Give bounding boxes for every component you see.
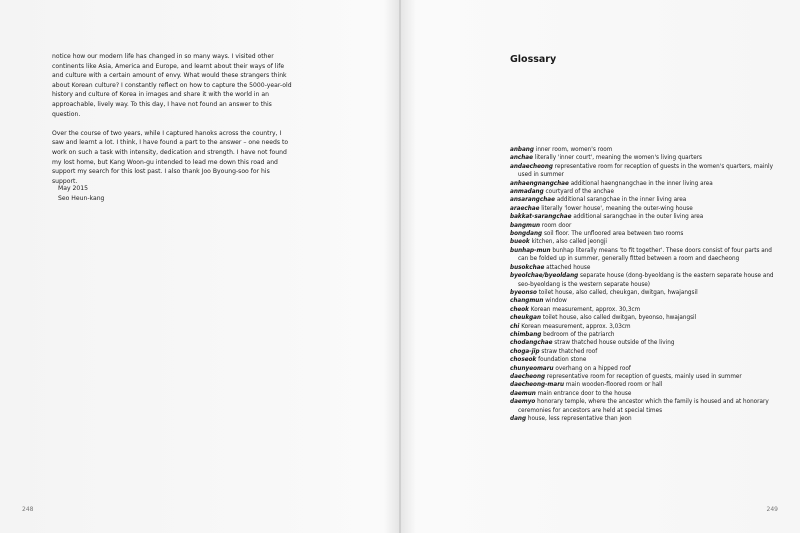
glossary-definition: soil floor. The unfloored area between two rooms [543, 231, 684, 238]
glossary-definition: additional sarangchae in the outer living area [573, 214, 704, 221]
glossary-term: anbang [510, 147, 534, 153]
glossary-term: byeolchae/byeoldang [510, 273, 579, 280]
left-page [0, 0, 399, 533]
glossary-entry [510, 180, 775, 188]
glossary-entry [510, 154, 775, 162]
glossary-term: byeonso [510, 289, 537, 296]
glossary-entry [510, 373, 775, 381]
body-text [52, 52, 292, 196]
signoff-date: May 2015 [58, 185, 89, 192]
glossary-term: andaecheong [510, 163, 553, 170]
glossary-definition: literally 'inner court', meaning the women's living quarters [534, 155, 703, 162]
glossary-entry [510, 365, 775, 373]
glossary-term: bakkat-sarangchae [510, 214, 572, 221]
glossary-term: dang [510, 416, 527, 422]
glossary-definition: Korean measurement, approx. 3,03cm [521, 323, 631, 330]
glossary-definition: room door [541, 222, 572, 229]
glossary-entry [510, 356, 775, 364]
glossary-definition: honorary temple, where the ancestor which the family is housed and at honorary ceremonies for ancestors are held at special times [518, 399, 769, 414]
page-number-right: 249 [766, 506, 778, 513]
glossary-term: busokchae [510, 264, 545, 271]
glossary-entry [510, 264, 775, 272]
glossary-entry [510, 415, 775, 423]
glossary-entry [510, 163, 775, 180]
glossary-entry [510, 297, 775, 305]
glossary-definition: main entrance door to the house [537, 390, 632, 397]
glossary-term: araechae [510, 205, 540, 212]
glossary-term: bueok [510, 239, 530, 246]
glossary-term: bongdang [510, 231, 543, 238]
glossary-entry [510, 222, 775, 230]
glossary-entry [510, 331, 775, 339]
right-page [401, 0, 800, 533]
glossary-entry [510, 146, 775, 154]
glossary-entry [510, 398, 775, 415]
signoff [58, 184, 104, 203]
glossary-term: ansarangchae [510, 197, 555, 204]
glossary-entry [510, 381, 775, 389]
glossary-definition: inner room, women's room [535, 147, 613, 153]
glossary-definition: Korean measurement, approx. 30,3cm [530, 306, 641, 313]
glossary-definition: straw thatched house outside of the living [554, 340, 675, 347]
glossary-definition: kitchen, also called jeongji [531, 239, 607, 246]
glossary-definition: window [545, 298, 567, 305]
glossary-definition: foundation stone [538, 357, 587, 364]
glossary-definition: attached house [546, 264, 591, 271]
glossary-definition: overhang on a hipped roof [555, 365, 631, 372]
glossary-definition: bunhap literally means 'to fit together'. These doors consist of four parts and can be folded up in summer, generally fitted between a room and daecheong [518, 247, 772, 263]
glossary-entry [510, 289, 775, 297]
glossary-entry [510, 238, 775, 246]
glossary-definition: additional sarangchae in the inner living area [556, 197, 687, 204]
glossary-term: chi [510, 323, 520, 330]
glossary-definition: bedroom of the patriarch [543, 331, 615, 338]
glossary-term: choga-jip [510, 348, 540, 355]
glossary-entry [510, 339, 775, 347]
signoff-author: Seo Heun-kang [58, 194, 105, 202]
glossary-term: changmun [510, 298, 544, 305]
glossary-term: cheok [510, 306, 529, 313]
glossary-definition: additional haengnangchae in the inner living area [570, 180, 713, 187]
glossary-term: anchae [510, 155, 534, 162]
glossary-definition: main wooden-floored room or hall [565, 382, 663, 389]
paragraph: notice how our modern life has changed in so many ways. I visited other continents like Asia, America and Europe, and learnt about their ways of life and culture with a certain amount of envy. What would these strangers think about Korean culture? I constantly reflect on how to capture the 5000-year-old history and culture of Korea in images and share it with the world in an approachable, lively way. To this day, I have not found an answer to this question. [52, 53, 292, 118]
paragraph: Over the course of two years, while I captured hanoks across the country, I saw and learnt a lot. I think, I have found a part to the answer – one needs to work on such a task with intensity, dedication and strength. I have not found my lost home, but Kang Woon-gu intended to lead me down this road and support my search for this lost past. I also thank Joo Byoung-soo for his support. [52, 129, 289, 185]
glossary-term: bunhap-mun [510, 247, 551, 254]
glossary-entry [510, 247, 775, 264]
glossary-term: daecheong-maru [510, 382, 565, 389]
glossary-term: anmadang [510, 189, 544, 196]
glossary-definition: house, less representative than jeon [527, 416, 632, 422]
glossary-definition: literally 'lower house', meaning the outer-wing house [541, 205, 693, 212]
glossary-entry [510, 230, 775, 238]
glossary-definition: straw thatched roof [541, 348, 598, 355]
glossary-definition: representative room for reception of guests, mainly used in summer [546, 373, 742, 380]
glossary-entry [510, 306, 775, 314]
glossary-term: cheukgan [510, 315, 542, 322]
glossary-definition: toilet house, also called dwitgan, byeonso, hwajangsil [542, 315, 697, 322]
glossary-term: anhaengnangchae [510, 180, 569, 187]
glossary-term: chunyeomaru [510, 365, 554, 372]
glossary-entry [510, 196, 775, 204]
glossary-entry [510, 188, 775, 196]
glossary-term: daemun [510, 390, 536, 397]
glossary-entry [510, 205, 775, 213]
glossary-definition: toilet house, also called, cheukgan, dwitgan, hwajangsil [538, 289, 698, 296]
glossary-entry [510, 314, 775, 322]
glossary-term: daemyo [510, 399, 536, 406]
glossary-entry [510, 323, 775, 331]
glossary-entry [510, 213, 775, 221]
glossary-list [510, 146, 775, 423]
glossary-term: chodangchae [510, 340, 553, 347]
glossary-definition: representative room for reception of guests in the women's quarters, mainly used in summer [518, 163, 773, 179]
page-number-left: 248 [22, 506, 34, 513]
glossary-title: Glossary [510, 54, 557, 65]
glossary-term: bangmun [510, 222, 541, 229]
glossary-term: daecheong [510, 373, 546, 380]
glossary-term: choseok [510, 357, 537, 364]
glossary-entry [510, 390, 775, 398]
glossary-definition: courtyard of the anchae [545, 189, 615, 196]
glossary-entry [510, 348, 775, 356]
glossary-definition: separate house (dong-byeoldang is the eastern separate house and seo-byeoldang is the western separate house) [518, 273, 774, 288]
glossary-term: chimbang [510, 331, 542, 338]
glossary-entry [510, 272, 775, 289]
